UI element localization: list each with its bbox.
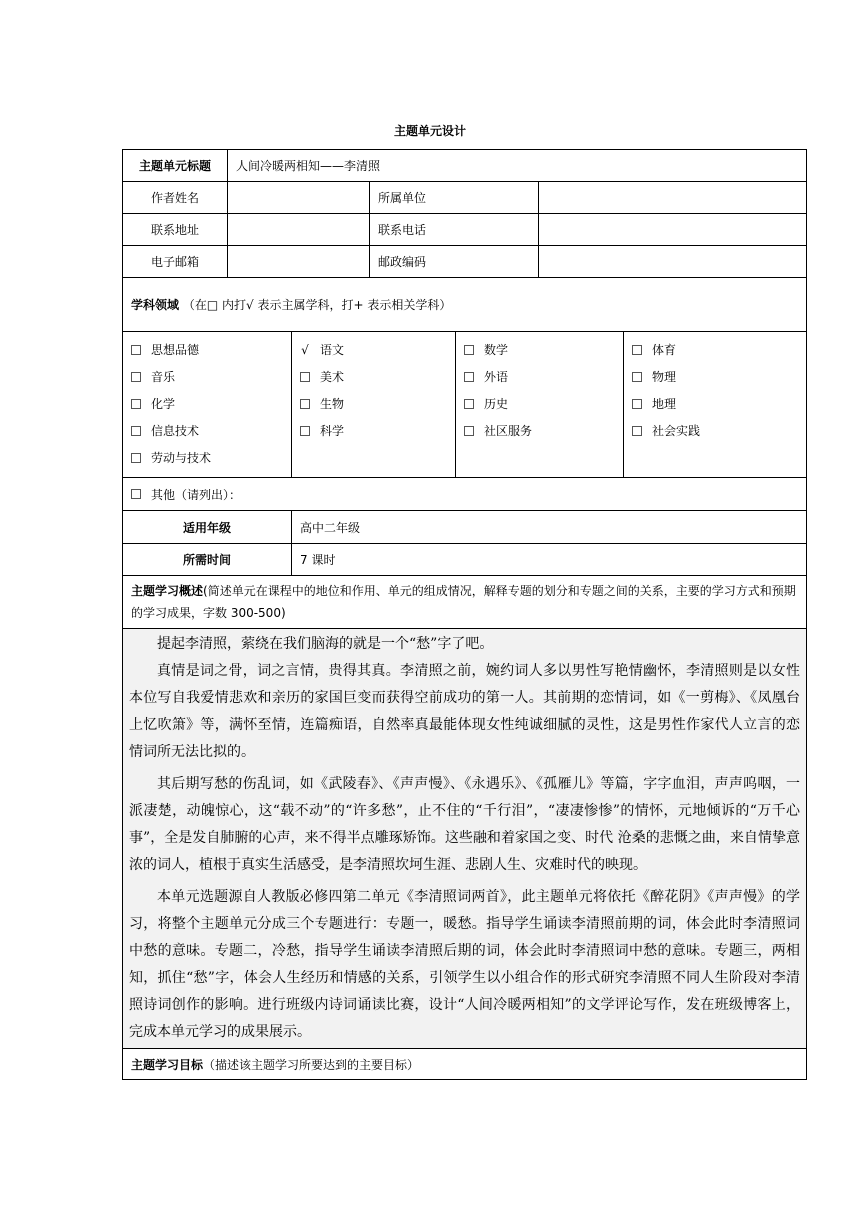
checkbox-icon[interactable]: [300, 426, 310, 436]
summary-note: (简述单元在课程中的地位和作用、单元的组成情况，解释专题的划分和专题之间的关系，主要的学习方式和预期的学习成果，字数 300-500): [131, 584, 796, 620]
checkbox-icon[interactable]: [131, 399, 141, 409]
checkbox-icon[interactable]: [632, 426, 642, 436]
checkbox-icon[interactable]: [131, 489, 141, 499]
checkbox-icon[interactable]: [131, 372, 141, 382]
email-label: 电子邮箱: [123, 246, 228, 278]
email-value[interactable]: [228, 246, 370, 278]
postcode-label: 邮政编码: [370, 246, 539, 278]
summary-body-row: [123, 629, 807, 1049]
hours-label: 所需时间: [123, 544, 292, 576]
summary-paragraph-4: 本单元选题源自人教版必修四第二单元《李清照词两首》，此主题单元将依托《醉花阴》《声声慢》的学习，将整个主题单元分成三个专题进行：专题一，暖愁。指导学生诵读李清照前期的词，体会此时李清照词中愁的意味。专题二，冷愁，指导学生诵读李清照后期的词，体会此时李清照词中愁的意味。专题三，两相知，抓住“愁”字，体会人生经历和情感的关系，引领学生以小组合作的形式研究李清照不同人生阶段对李清照诗词创作的影响。进行班级内诗词诵读比赛，设计“人间冷暖两相知”的文学评论写作，发在班级博客上，完成本单元学习的成果展示。: [129, 889, 801, 1040]
document-title: 主题单元设计: [393, 124, 466, 138]
summary-label: 主题学习概述: [131, 584, 204, 598]
checkbox-icon[interactable]: [131, 453, 141, 463]
subject-option-physics[interactable]: 物理: [632, 369, 798, 396]
subject-option-information-tech[interactable]: 信息技术: [131, 423, 283, 450]
address-value[interactable]: [228, 214, 370, 246]
subject-area-note: （在□ 内打√ 表示主属学科，打+ 表示相关学科）: [182, 298, 452, 312]
subject-option-science[interactable]: 科学: [300, 423, 447, 450]
subject-area-header: [123, 278, 807, 332]
subject-area-label: 学科领域: [131, 298, 180, 312]
subject-option-geography[interactable]: 地理: [632, 396, 798, 423]
subject-column-4: [624, 332, 807, 478]
hours-row: [123, 544, 807, 576]
subject-option-chinese[interactable]: √ 语文: [301, 343, 345, 357]
summary-paragraph-2: 真情是词之骨，词之言情，贵得其真。李清照之前，婉约词人多以男性写艳情幽怀，李清照则是以女性本位写自我爱情悲欢和亲历的家国巨变而获得空前成功的第一人。其前期的恋情词，如《一剪梅》、《凤凰台上忆吹箫》等，满怀至情，连篇痴语，自然率真最能体现女性纯诚细腻的灵性，这是男性作家代人立言的恋情词所无法比拟的。: [129, 663, 801, 760]
checkbox-icon[interactable]: [464, 426, 474, 436]
subject-column-2: [292, 332, 456, 478]
author-label: 作者姓名: [123, 182, 228, 214]
objectives-label: 主题学习目标: [131, 1057, 204, 1072]
grade-value[interactable]: 高中二年级: [292, 511, 807, 544]
subject-option-art[interactable]: 美术: [300, 369, 447, 396]
unit-design-form: [122, 149, 806, 1080]
grade-label: 适用年级: [123, 511, 292, 544]
subject-options-row: [123, 332, 807, 478]
phone-label: 联系电话: [370, 214, 539, 246]
author-value[interactable]: [228, 182, 370, 214]
subject-option-foreign-language[interactable]: 外语: [464, 369, 615, 396]
summary-header: [123, 576, 807, 629]
email-row: [123, 246, 807, 278]
address-label: 联系地址: [123, 214, 228, 246]
checkbox-icon[interactable]: [632, 399, 642, 409]
checkbox-icon[interactable]: [464, 399, 474, 409]
checkbox-icon[interactable]: [632, 345, 642, 355]
subject-option-community-service[interactable]: 社区服务: [464, 423, 615, 450]
unit-org-value[interactable]: [539, 182, 807, 214]
checkbox-icon[interactable]: [464, 345, 474, 355]
other-subject-row: [123, 478, 807, 511]
other-subject-field[interactable]: [123, 478, 807, 511]
subject-column-3: [456, 332, 624, 478]
subject-option-social-practice[interactable]: 社会实践: [632, 423, 798, 450]
subject-option-chemistry[interactable]: 化学: [131, 396, 283, 423]
summary-body[interactable]: [123, 629, 807, 1049]
phone-value[interactable]: [539, 214, 807, 246]
subject-option-pe[interactable]: 体育: [632, 342, 798, 369]
unit-org-label: 所属单位: [370, 182, 539, 214]
address-row: [123, 214, 807, 246]
summary-header-row: [123, 576, 807, 629]
subject-area-row: [123, 278, 807, 332]
checkbox-icon[interactable]: [131, 345, 141, 355]
hours-value[interactable]: 7 课时: [292, 544, 807, 576]
subject-option-math[interactable]: 数学: [464, 342, 615, 369]
postcode-value[interactable]: [539, 246, 807, 278]
objectives-note: （描述该主题学习所要达到的主要目标）: [203, 1057, 420, 1072]
checkbox-icon[interactable]: [300, 372, 310, 382]
checkbox-icon[interactable]: [632, 372, 642, 382]
checkbox-icon[interactable]: [464, 372, 474, 382]
unit-title-row: [123, 150, 807, 182]
summary-paragraph-3: 其后期写愁的伤乱词，如《武陵春》、《声声慢》、《永遇乐》、《孤雁儿》等篇，字字血泪，声声呜咽，一派凄楚，动魄惊心，这“载不动”的“许多愁”，止不住的“千行泪”，“凄凄惨惨”的情怀，元地倾诉的“万千心事”，全是发自肺腑的心声，来不得半点雕琢矫饰。这些融和着家国之变、时代 沧桑的悲慨之曲，来自情挚意浓的词人，植根于真实生活感受，是李清照坎坷生涯、悲剧人生、灾难时代的映现。: [129, 776, 801, 873]
other-subject-label: 其他（请列出）：: [151, 487, 242, 502]
checkbox-icon[interactable]: [300, 399, 310, 409]
unit-title-label: 主题单元标题: [123, 150, 228, 182]
summary-paragraph-1: 提起李清照，萦绕在我们脑海的就是一个“愁”字了吧。: [157, 636, 494, 652]
subject-option-history[interactable]: 历史: [464, 396, 615, 423]
subject-option-ideology-morality[interactable]: 思想品德: [131, 342, 283, 369]
objectives-header: [123, 1049, 807, 1080]
grade-row: [123, 511, 807, 544]
subject-column-1: [123, 332, 292, 478]
author-row: [123, 182, 807, 214]
subject-option-music[interactable]: 音乐: [131, 369, 283, 396]
objectives-row: [123, 1049, 807, 1080]
unit-title-value[interactable]: 人间冷暖两相知——李清照: [228, 150, 807, 182]
checkmark-icon[interactable]: √: [301, 343, 309, 357]
subject-option-biology[interactable]: 生物: [300, 396, 447, 423]
checkbox-icon[interactable]: [131, 426, 141, 436]
subject-option-labor-tech[interactable]: 劳动与技术: [131, 450, 283, 477]
